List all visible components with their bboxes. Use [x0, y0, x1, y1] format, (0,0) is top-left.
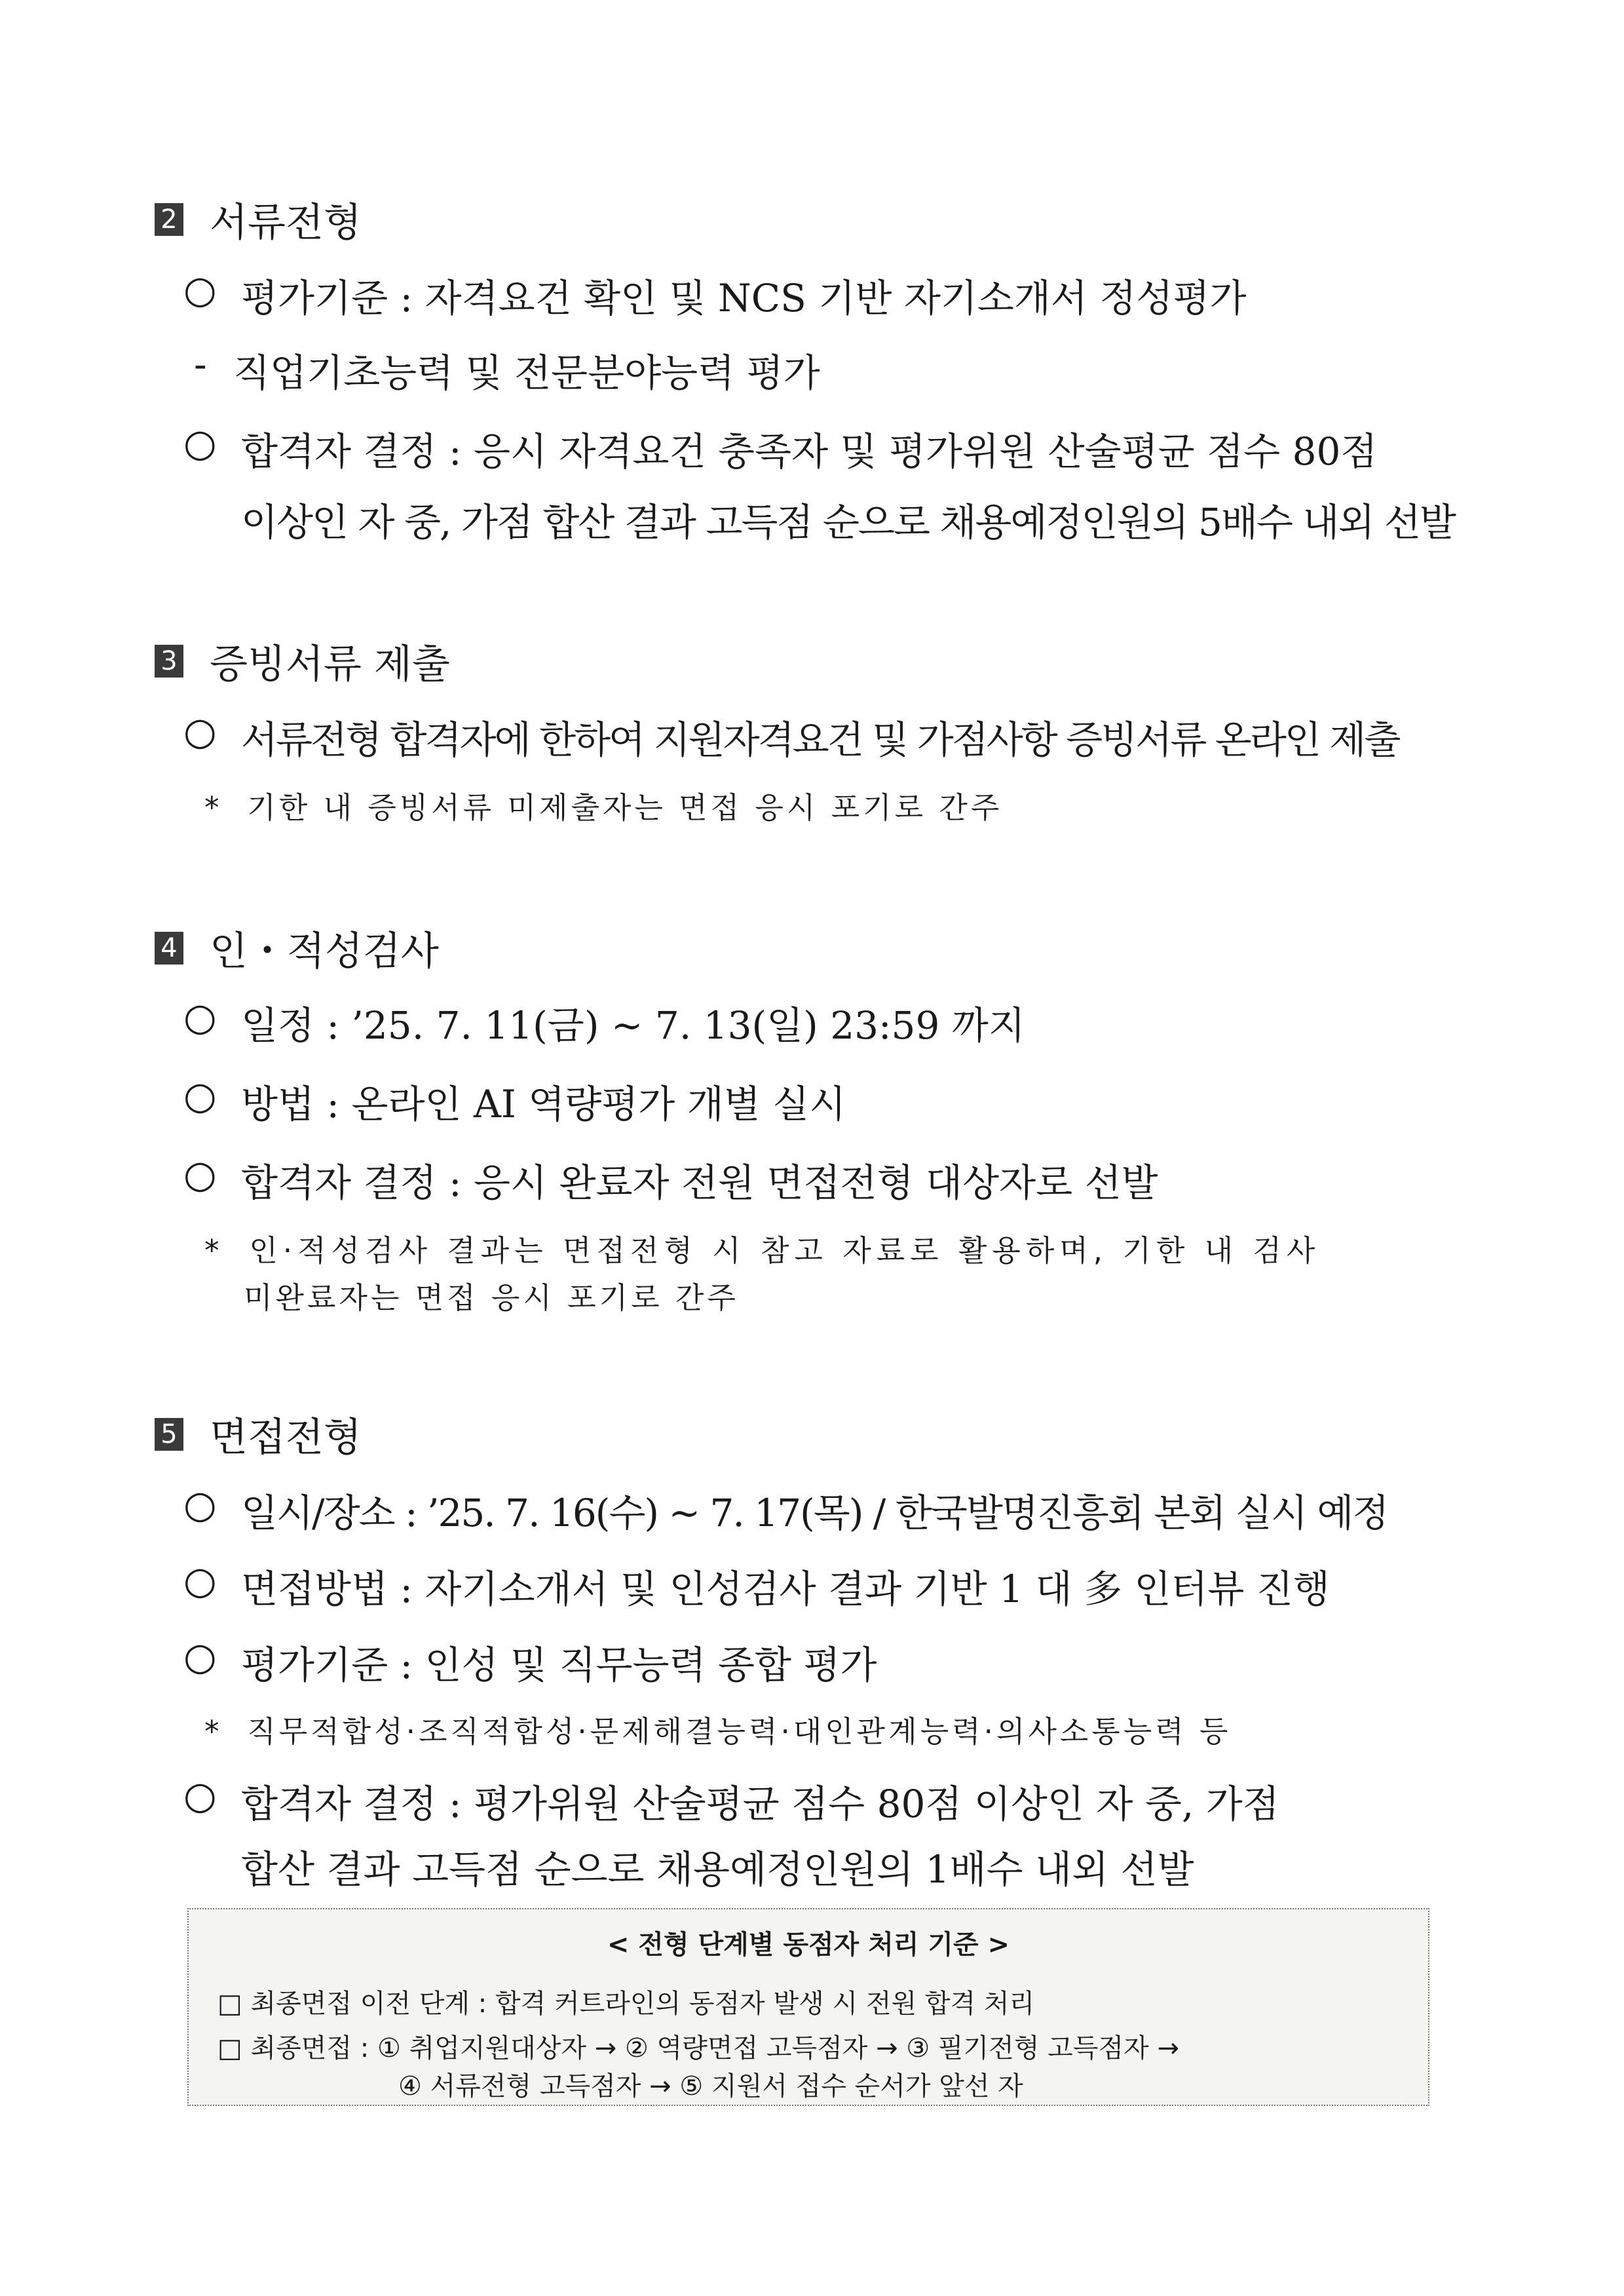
list-item-text: 평가기준 : 자격요건 확인 및 NCS 기반 자기소개서 정성평가: [241, 276, 1247, 320]
footnote: [204, 1227, 1320, 1269]
footnote: [204, 784, 1002, 826]
list-item-text: 합산 결과 고득점 순으로 채용예정인원의 1배수 내외 선발: [241, 1847, 1194, 1892]
bullet-circle: ○: [183, 267, 217, 312]
bullet-circle: ○: [183, 709, 215, 754]
footnote-text: 인·적성검사 결과는 면접전형 시 참고 자료로 활용하며, 기한 내 검사: [249, 1233, 1321, 1268]
list-item-text: 서류전형 합격자에 한하여 지원자격요건 및 가점사항 증빙서류 온라인 제출: [241, 718, 1399, 762]
list-item: [183, 1634, 1494, 1689]
bullet-circle: ○: [183, 1773, 217, 1818]
bullet-circle: ○: [183, 1558, 217, 1603]
section-heading-2: [155, 191, 362, 248]
footnote-mark: *: [204, 1233, 225, 1268]
box-line-2: □ 최종면접 : ① 취업지원대상자 → ② 역량면접 고득점자 → ③ 필기전형 고득점자 →: [217, 2033, 1179, 2063]
bullet-circle: ○: [183, 1634, 217, 1679]
list-item-text: 일정 : ’25. 7. 11(금) ~ 7. 13(일) 23:59 까지: [241, 1003, 1025, 1048]
bullet-circle: ○: [183, 1152, 217, 1196]
list-item-text: 합격자 결정 : 응시 자격요건 충족자 및 평가위원 산술평균 점수 80점: [241, 429, 1378, 474]
list-item-text: 방법 : 온라인 AI 역량평가 개별 실시: [241, 1082, 846, 1126]
footnote-text: 기한 내 증빙서류 미제출자는 면접 응시 포기로 간주: [247, 790, 1003, 825]
footnote-text: 직무적합성·조직적합성·문제해결능력·대인관계능력·의사소통능력 등: [247, 1714, 1232, 1749]
section-title: 서류전형: [210, 200, 362, 246]
bullet-circle: ○: [183, 995, 217, 1039]
section-number-badge: 2: [155, 203, 183, 236]
section-number-badge: 3: [155, 645, 183, 678]
list-item-continuation: [241, 1839, 1551, 1894]
list-item-sub: [194, 342, 1504, 397]
bullet-circle: ○: [183, 1482, 216, 1527]
footnote-text: 미완료자는 면접 응시 포기로 간주: [244, 1280, 739, 1315]
list-item: [183, 1152, 1494, 1207]
section-number-badge: 5: [155, 1418, 183, 1451]
list-item: [183, 1773, 1494, 1828]
box-line-3: ④ 서류전형 고득점자 → ⑤ 지원서 접수 순서가 앞선 자: [398, 2071, 1023, 2101]
list-item-text: 합격자 결정 : 응시 완료자 전원 면접전형 대상자로 선발: [241, 1160, 1158, 1205]
section-title: 증빙서류 제출: [210, 641, 450, 687]
footnote-mark: *: [204, 790, 223, 825]
list-item-text: 면접방법 : 자기소개서 및 인성검사 결과 기반 1 대 多 인터뷰 진행: [241, 1567, 1330, 1611]
list-item: [183, 995, 1494, 1050]
section-number-badge: 4: [155, 932, 183, 965]
section-heading-4: [155, 920, 439, 976]
box-title: < 전형 단계별 동점자 처리 기준 >: [607, 1930, 1010, 1960]
bullet-dash: -: [194, 342, 207, 387]
list-item-text: 평가기준 : 인성 및 직무능력 종합 평가: [241, 1643, 877, 1687]
list-item-continuation: [241, 491, 1551, 546]
list-item-text: 직업기초능력 및 전문분야능력 평가: [233, 351, 820, 395]
bullet-circle: ○: [183, 1073, 217, 1118]
section-title: 인・적성검사: [210, 928, 439, 974]
section-title: 면접전형: [210, 1415, 362, 1461]
list-item: [183, 709, 1494, 764]
footnote: [204, 1708, 1231, 1750]
section-heading-3: [155, 633, 450, 689]
footnote-mark: *: [204, 1714, 223, 1749]
footnote-continuation: [244, 1274, 739, 1316]
list-item: [183, 1482, 1494, 1537]
list-item: [183, 421, 1494, 476]
list-item: [183, 1073, 1494, 1128]
tie-break-criteria-box: [187, 1908, 1429, 2106]
box-line-1: □ 최종면접 이전 단계 : 합격 커트라인의 동점자 발생 시 전원 합격 처리: [217, 1989, 1035, 2019]
list-item-text: 일시/장소 : ’25. 7. 16(수) ~ 7. 17(목) / 한국발명진흥회 본회 실시 예정: [241, 1491, 1388, 1535]
section-heading-5: [155, 1406, 362, 1463]
list-item-text: 이상인 자 중, 가점 합산 결과 고득점 순으로 채용예정인원의 5배수 내외 선발: [241, 500, 1455, 545]
list-item: [183, 267, 1494, 322]
list-item-text: 합격자 결정 : 평가위원 산술평균 점수 80점 이상인 자 중, 가점: [241, 1782, 1279, 1826]
list-item: [183, 1558, 1494, 1613]
bullet-circle: ○: [183, 421, 217, 465]
